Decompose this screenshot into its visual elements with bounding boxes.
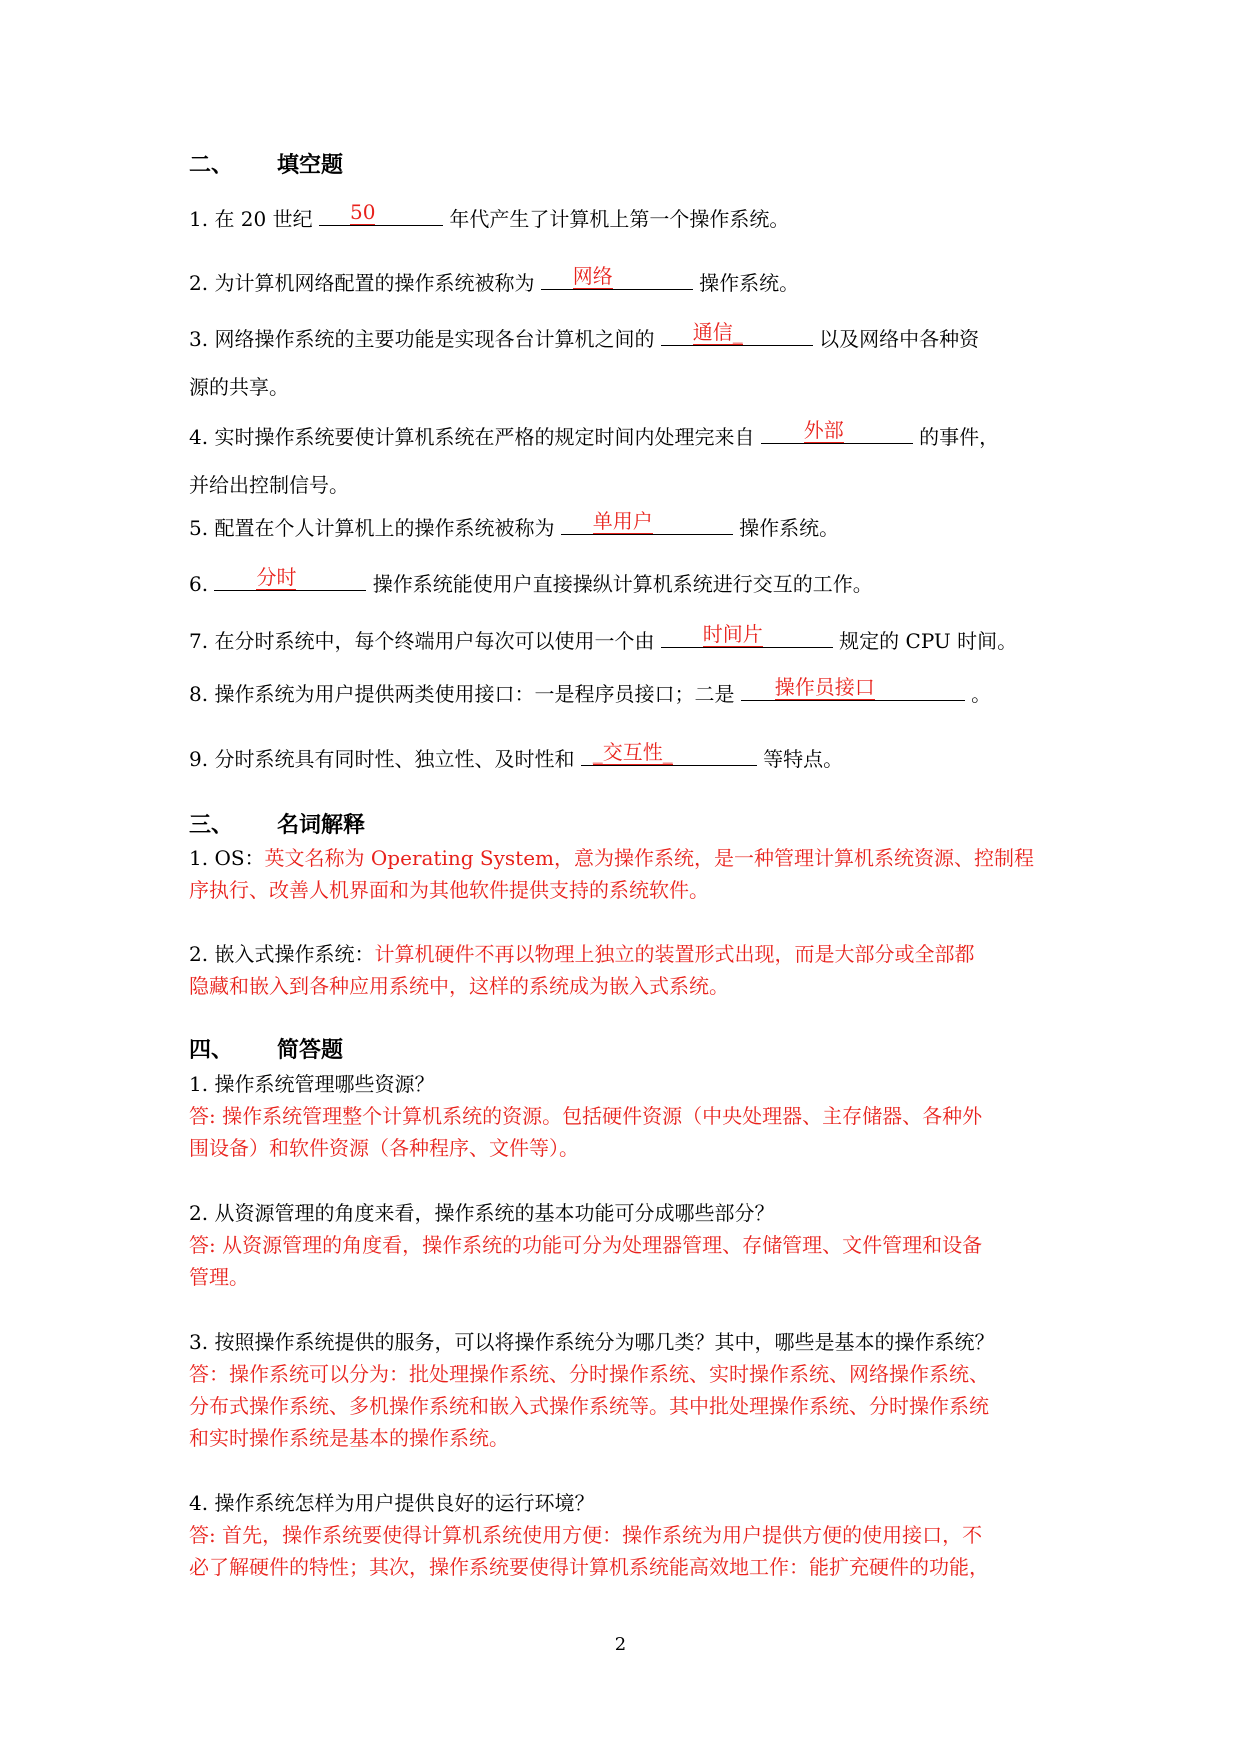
fill-question-2 [189,264,800,296]
term-2-continued: 隐藏和嵌入到各种应用系统中，这样的系统成为嵌入式系统。 [189,974,729,998]
fill-question-3-continued: 源的共享。 [189,375,289,399]
short-answer-3: 答：操作系统可以分为：批处理操作系统、分时操作系统、实时操作系统、网络操作系统、 [189,1362,989,1386]
question-text: 。 [964,682,992,706]
term-label: 1. OS： [189,846,265,870]
section-title: 名词解释 [277,812,366,838]
question-text: 7. 在分时系统中，每个终端用户每次可以使用一个由 [189,629,661,653]
short-answer-4: 答: 首先，操作系统要使得计算机系统使用方便：操作系统为用户提供方便的使用接口，不 [189,1523,983,1547]
question-text: 8. 操作系统为用户提供两类使用接口：一是程序员接口；二是 [189,682,741,706]
answer-text: 通信_ [692,320,743,344]
fill-question-3 [189,320,980,352]
answer-text: _交互性_ [592,740,673,764]
term-2 [189,941,974,967]
question-text: 2. 为计算机网络配置的操作系统被称为 [189,271,541,295]
section-title: 填空题 [277,152,344,178]
short-question-2: 2. 从资源管理的角度来看，操作系统的基本功能可分成哪些部分？ [189,1201,775,1225]
question-text: 6. [189,572,215,596]
short-answer-3-continued: 分布式操作系统、多机操作系统和嵌入式操作系统等。其中批处理操作系统、分时操作系统 [189,1394,989,1418]
short-answer-3-continued-2: 和实时操作系统是基本的操作系统。 [189,1426,509,1450]
fill-question-5 [189,509,840,541]
term-1-continued: 序执行、改善人机界面和为其他软件提供支持的系统软件。 [189,878,709,902]
fill-question-8 [189,675,992,707]
question-text: 9. 分时系统具有同时性、独立性、及时性和 [189,747,581,771]
section-title: 简答题 [277,1037,344,1063]
fill-question-4 [189,418,1000,450]
term-1 [189,845,1034,871]
question-text: 年代产生了计算机上第一个操作系统。 [442,207,790,231]
answer-blank [761,418,913,444]
answer-text: 50 [349,200,376,224]
fill-question-6 [189,565,873,597]
fill-question-9 [189,740,844,772]
question-text: 3. 网络操作系统的主要功能是实现各台计算机之间的 [189,327,661,351]
question-text: 等特点。 [756,747,844,771]
fill-question-4-continued: 并给出控制信号。 [189,473,349,497]
short-answer-2: 答: 从资源管理的角度看，操作系统的功能可分为处理器管理、存储管理、文件管理和设备 [189,1233,983,1257]
section-number: 二、 [189,152,234,178]
answer-blank [319,200,443,226]
question-text: 操作系统。 [732,516,840,540]
question-text: 规定的 CPU 时间。 [832,629,1018,653]
answer-blank [561,509,733,535]
term-definition: 英文名称为 Operating System，意为操作系统，是一种管理计算机系统资源、控制程 [264,846,1034,870]
question-text: 4. 实时操作系统要使计算机系统在严格的规定时间内处理完来自 [189,425,761,449]
answer-blank [661,622,833,648]
short-question-3: 3. 按照操作系统提供的服务，可以将操作系统分为哪几类？其中，哪些是基本的操作系统？ [189,1330,995,1354]
question-text: 操作系统。 [692,271,800,295]
answer-text: 单用户 [592,509,653,533]
section-number: 四、 [189,1037,234,1063]
fill-question-7 [189,622,1018,654]
answer-blank [581,740,757,766]
question-text: 操作系统能使用户直接操纵计算机系统进行交互的工作。 [366,572,873,596]
answer-blank [661,320,813,346]
term-definition: 计算机硬件不再以物理上独立的装置形式出现，而是大部分或全部都 [374,942,975,966]
answer-text: 时间片 [702,622,763,646]
short-answer-4-continued: 必了解硬件的特性；其次，操作系统要使得计算机系统能高效地工作：能扩充硬件的功能， [189,1555,989,1579]
answer-text: 操作员接口 [774,675,875,699]
page-number: 2 [614,1634,627,1655]
answer-text: 网络 [572,264,613,288]
term-label: 2. 嵌入式操作系统： [189,942,375,966]
short-question-4: 4. 操作系统怎样为用户提供良好的运行环境？ [189,1491,595,1515]
answer-text: 分时 [256,565,297,589]
short-question-1: 1. 操作系统管理哪些资源？ [189,1072,435,1096]
question-text: 1. 在 20 世纪 [189,207,319,231]
short-answer-2-continued: 管理。 [189,1265,249,1289]
question-text: 5. 配置在个人计算机上的操作系统被称为 [189,516,561,540]
short-answer-1: 答: 操作系统管理整个计算机系统的资源。包括硬件资源（中央处理器、主存储器、各种外 [189,1104,983,1128]
answer-blank [214,565,366,591]
fill-question-1 [189,200,790,232]
question-text: 的事件， [912,425,1000,449]
question-text: 以及网络中各种资 [812,327,980,351]
answer-blank [741,675,965,701]
section-heading-short-answer [189,1037,343,1063]
answer-text: 外部 [803,418,844,442]
answer-blank [541,264,693,290]
section-number: 三、 [189,812,234,838]
section-heading-fill-blank [189,152,343,178]
short-answer-1-continued: 围设备）和软件资源（各种程序、文件等）。 [189,1136,579,1160]
section-heading-terms [189,812,365,838]
